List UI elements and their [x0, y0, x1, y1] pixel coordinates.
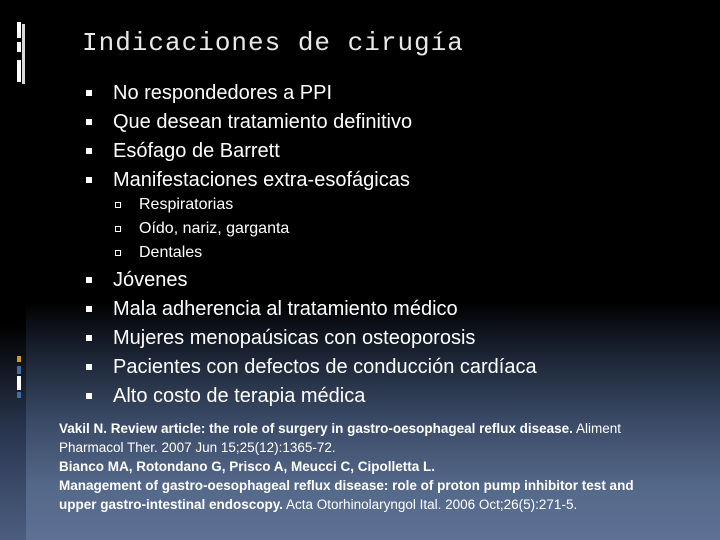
bullet-square-icon [86, 90, 92, 96]
sub-bullet-text: Respiratorias [139, 196, 234, 213]
bullet-list-bottom [84, 266, 704, 411]
bullet-item [84, 79, 704, 108]
bullet-item [84, 324, 704, 353]
strip-mark [17, 22, 21, 38]
bullet-square-icon [86, 335, 92, 341]
sub-bullet-item [113, 193, 289, 217]
bullet-text: Que desean tratamiento definitivo [113, 111, 413, 133]
bullet-square-icon [86, 277, 92, 283]
bullet-text: Mujeres menopaúsicas con osteoporosis [113, 327, 476, 349]
bullet-text: Mala adherencia al tratamiento médico [113, 298, 458, 320]
bullet-square-icon [86, 364, 92, 370]
strip-mark [17, 366, 21, 374]
reference-2-authors: Bianco MA, Rotondano G, Prisco A, Meucci C, Cipolletta L. [59, 459, 436, 474]
bullet-item [84, 295, 704, 324]
bullet-square-icon [86, 393, 92, 399]
bullet-square-icon [86, 177, 92, 183]
reference-2-title: Management of gastro-oesophageal reflux disease: role of proton pump inhibitor test and upper gastro-intestinal endoscopy. [59, 478, 634, 512]
bullet-square-icon [86, 119, 92, 125]
bullet-text: Pacientes con defectos de conducción cardíaca [113, 356, 537, 378]
hollow-square-icon [115, 226, 121, 232]
reference-1-source: Aliment Pharmacol Ther. 2007 Jun 15;25(12):1365-72. [59, 421, 621, 455]
bullet-item [84, 108, 704, 137]
bullet-item [84, 137, 704, 166]
bullet-list-top [84, 79, 704, 195]
bullet-item [84, 382, 704, 411]
bullet-text: Alto costo de terapia médica [113, 385, 366, 407]
reference-1-title: Vakil N. Review article: the role of surgery in gastro-oesophageal reflux disease. [59, 421, 573, 436]
strip-mark [17, 356, 21, 362]
sub-bullet-text: Dentales [139, 244, 203, 261]
sub-bullet-list [113, 193, 289, 265]
decorative-side-strip [0, 0, 26, 540]
bullet-text: Manifestaciones extra-esofágicas [113, 169, 410, 191]
strip-mark [17, 392, 21, 398]
bullet-text: Esófago de Barrett [113, 140, 280, 162]
references [59, 419, 659, 514]
hollow-square-icon [115, 250, 121, 256]
bullet-item [84, 353, 704, 382]
bullet-square-icon [86, 306, 92, 312]
slide-title: Indicaciones de cirugía [82, 28, 464, 58]
bullet-item [84, 266, 704, 295]
strip-mark [17, 42, 21, 52]
bullet-text: Jóvenes [113, 269, 188, 291]
bullet-square-icon [86, 148, 92, 154]
strip-mark [17, 376, 21, 390]
strip-mark [22, 24, 25, 84]
strip-mark [17, 60, 21, 82]
hollow-square-icon [115, 202, 121, 208]
sub-bullet-text: Oído, nariz, garganta [139, 220, 290, 237]
bullet-item [84, 166, 704, 195]
reference-2-source: Acta Otorhinolaryngol Ital. 2006 Oct;26(5):271-5. [283, 497, 578, 512]
sub-bullet-item [113, 217, 289, 241]
sub-bullet-item [113, 241, 289, 265]
bullet-text: No respondedores a PPI [113, 82, 333, 104]
